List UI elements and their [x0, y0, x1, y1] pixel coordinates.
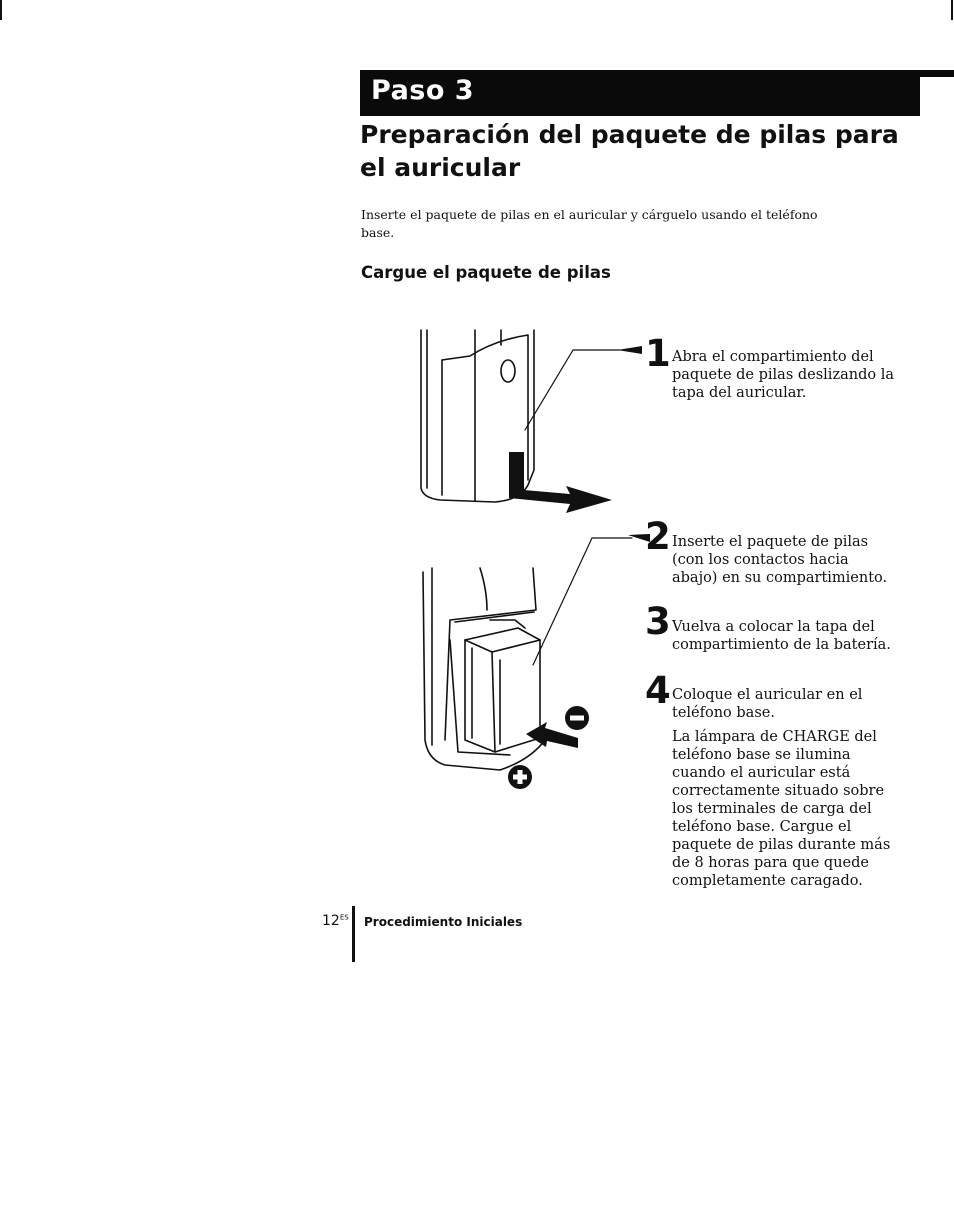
handset-body-drawing — [423, 568, 545, 770]
step-1-text: Abra el compartimiento del paquete de pilas deslizando la tapa del auricular. — [672, 349, 894, 401]
page-number-suffix: ES — [339, 913, 349, 922]
slide-arrow-icon — [509, 452, 612, 513]
step-3-text: Vuelva a colocar la tapa del compartimiento de la batería. — [672, 619, 891, 653]
step-2-text: Inserte el paquete de pilas (con los contactos hacia abajo) en su compartimiento. — [672, 534, 888, 586]
crop-mark-right — [951, 0, 953, 20]
page-title: Preparación del paquete de pilas para el auricular — [360, 120, 899, 182]
step-2-number: 2 — [645, 515, 671, 558]
step-banner-extension — [900, 70, 954, 77]
footer-divider — [352, 906, 355, 962]
step-4-number: 4 — [645, 669, 671, 712]
step-4-note: La lámpara de CHARGE del teléfono base se ilumina cuando el auricular está correctamente situado sobre los terminales de carga del teléfono base. Cargue el paquete de pilas durante más de 8 horas para que quede completamente caragado. — [672, 729, 891, 889]
step-3-number: 3 — [645, 600, 671, 643]
page-number-value: 12 — [322, 913, 340, 929]
step-1-number: 1 — [645, 332, 671, 375]
page-number — [322, 913, 349, 929]
plus-terminal-icon — [508, 765, 532, 789]
minus-terminal-icon — [565, 706, 589, 730]
section-heading: Cargue el paquete de pilas — [361, 263, 611, 282]
footer-section-title: Procedimiento Iniciales — [364, 915, 523, 929]
crop-mark-left — [0, 0, 2, 20]
intro-paragraph: Inserte el paquete de pilas en el auricular y cárguelo usando el teléfono base. — [361, 207, 818, 240]
battery-installation-illustration — [410, 310, 650, 790]
step-label: Paso 3 — [371, 75, 475, 106]
step-4-text: Coloque el auricular en el teléfono base. — [672, 687, 863, 721]
